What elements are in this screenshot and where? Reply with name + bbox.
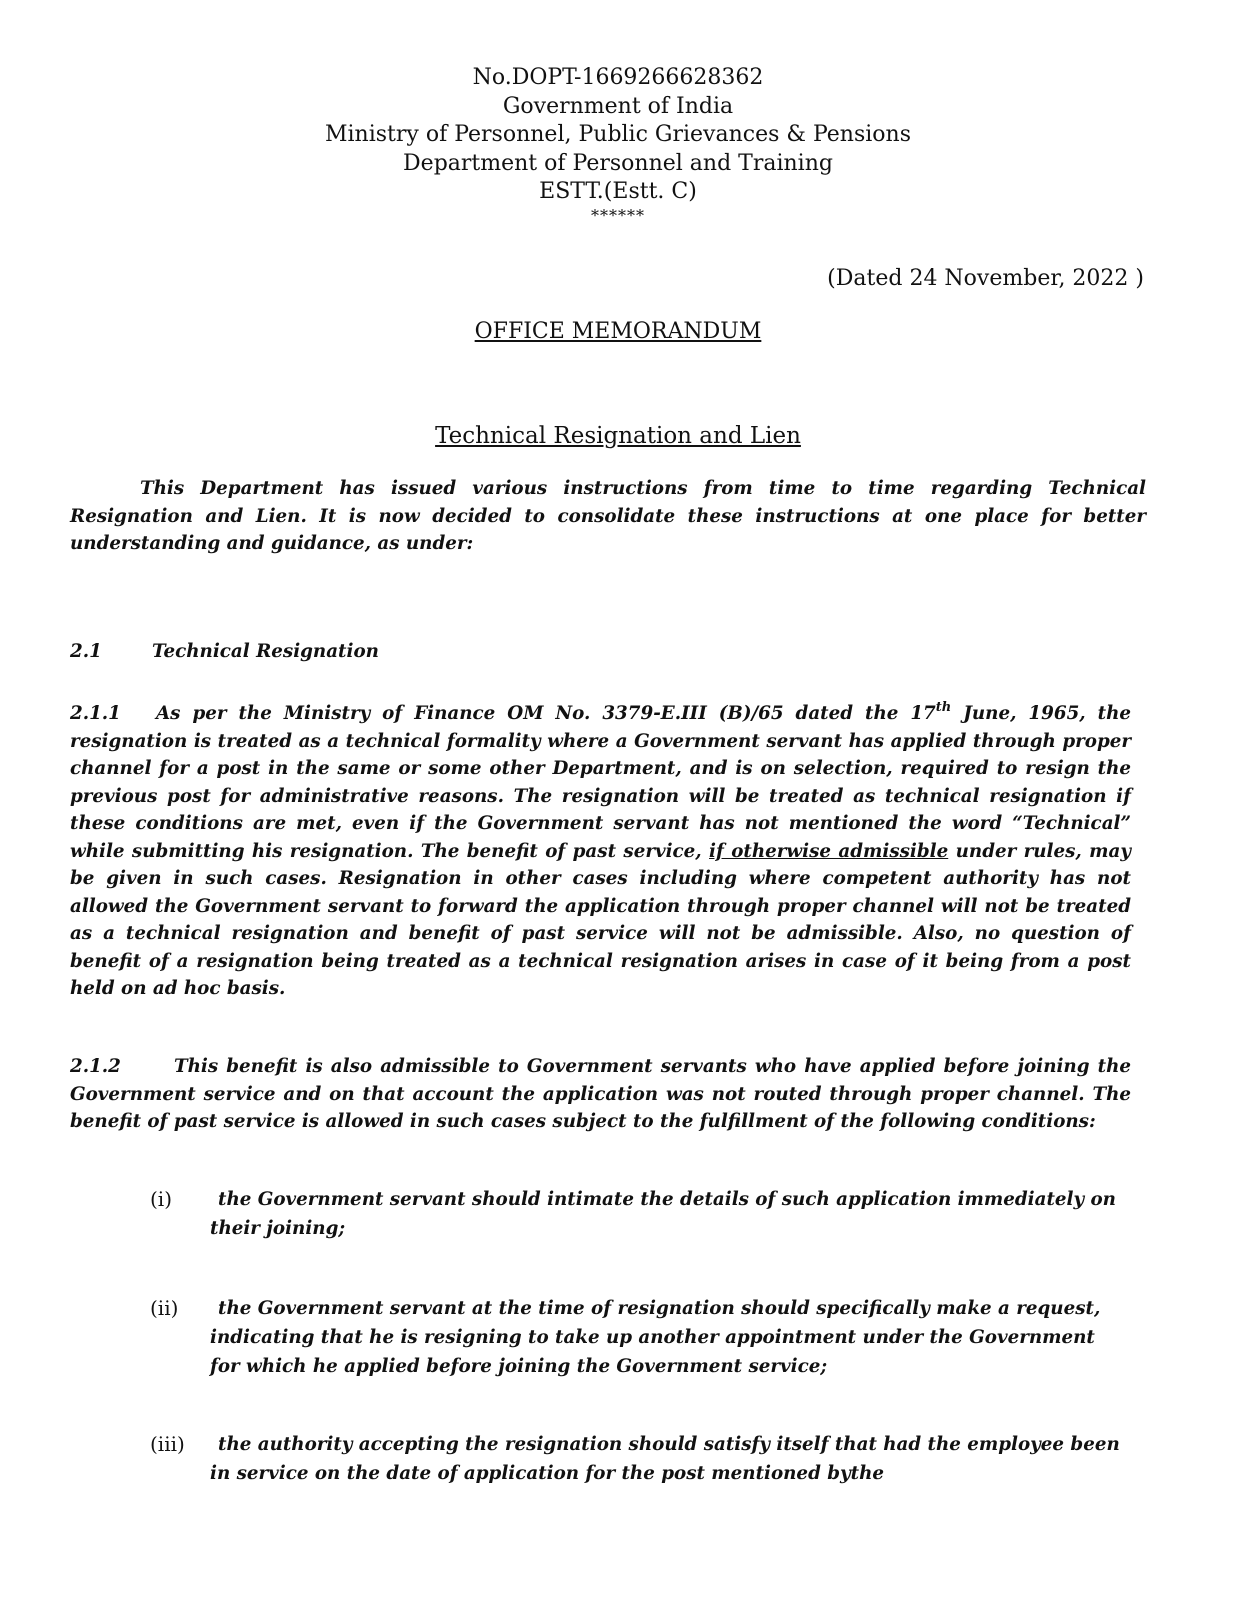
- condition-text: the Government servant at the time of resignation should specifically make a request, indicating that he is resigning to take up another appointment under the Government for which he applied before joining the Government service;: [210, 1298, 1101, 1377]
- section-title: Technical Resignation: [152, 641, 379, 662]
- paragraph-2-1-1: [70, 700, 1131, 1003]
- underlined-phrase: if otherwise admissible: [709, 840, 949, 862]
- paragraph-text: This benefit is also admissible to Government servants who have applied before joining the Government service and on that account the application was not routed through proper channel. The benefit of past service is allowed in such cases subject to the fulfillment of the following conditions:: [70, 1056, 1131, 1132]
- condition-text: the Government servant should intimate the details of such application immediately on their joining;: [210, 1189, 1116, 1239]
- ministry-name: Ministry of Personnel, Public Grievances & Pensions: [324, 122, 912, 147]
- paragraph-text-part: June, 1965, the resignation is treated as a technical formality where a Government servant has applied through proper channel for a post in the same or some other Department, and is on selection, required to resign the previous post for administrative reasons. The resignation will be treated as technical resignation if these conditions are met, even if the Government servant has not mentioned the word “Technical” while submitting his resignation. The benefit of past service,: [70, 703, 1131, 862]
- paragraph-number: 2.1.1: [70, 703, 121, 724]
- condition-marker: (ii): [150, 1296, 179, 1320]
- intro-paragraph: This Department has issued various instructions from time to time regarding Technical Resignation and Lien. It is now decided to consolidate these instructions at one place for better understanding and guidance, as under:: [70, 478, 1146, 554]
- condition-text: the authority accepting the resignation should satisfy itself that had the employee been in service on the date of application for the post mentioned bythe: [210, 1434, 1120, 1484]
- paragraph-text-part: As per the Ministry of Finance OM No. 3379-E.III (B)/65 dated the 17: [156, 703, 936, 724]
- superscript: th: [935, 700, 952, 715]
- department-name: Department of Personnel and Training: [403, 150, 833, 176]
- condition-item: [150, 1294, 1130, 1381]
- memo-title: OFFICE MEMORANDUM: [474, 319, 762, 344]
- condition-item: [150, 1185, 1130, 1243]
- government-name: Government of India: [502, 93, 734, 119]
- reference-number: No.DOPT-1669266628362: [472, 65, 764, 90]
- section-name: ESTT.(Estt. C): [539, 179, 697, 204]
- section-heading: [70, 638, 379, 665]
- condition-marker: (i): [150, 1187, 173, 1211]
- condition-marker: (iii): [150, 1432, 185, 1456]
- separator-stars: ******: [591, 205, 645, 225]
- letterhead: [0, 64, 1236, 225]
- section-number: 2.1: [70, 641, 102, 662]
- memo-date: (Dated 24 November, 2022 ): [827, 266, 1144, 291]
- memo-subject: Technical Resignation and Lien: [435, 423, 801, 449]
- paragraph-2-1-2: [70, 1053, 1131, 1136]
- paragraph-text-part: under rules, may be given in such cases. Resignation in other cases including where competent authority has not allowed the Government servant to forward the application through proper channel will not be treated as a technical resignation and benefit of past service will not be admissible. Also, no question of benefit of a resignation being treated as a technical resignation arises in case of it being from a post held on ad hoc basis.: [70, 840, 1131, 999]
- condition-item: [150, 1430, 1130, 1488]
- paragraph-number: 2.1.2: [70, 1056, 121, 1077]
